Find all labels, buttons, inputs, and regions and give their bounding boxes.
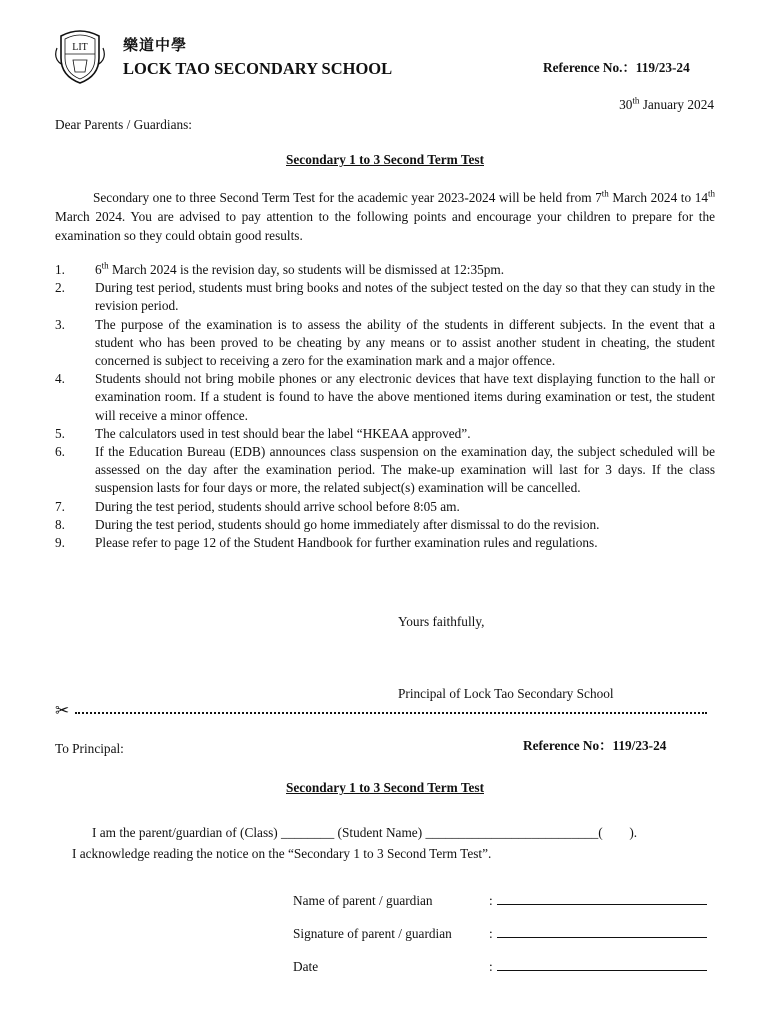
list-item: 5. The calculators used in test should bear the label “HKEAA approved”. xyxy=(55,425,471,441)
list-item: 7. During the test period, students should arrive school before 8:05 am. xyxy=(55,498,460,514)
greeting: Dear Parents / Guardians: xyxy=(55,117,192,132)
list-item: 3. The purpose of the examination is to assess the ability of the students in different subjects. In the event that a student who has been proved to be cheating by any means or to assist another student in cheating, the student concerned is subject to receiving a zero for the examination mark and a major offence. xyxy=(55,316,715,369)
field-label: Date xyxy=(293,959,319,974)
blank-line[interactable] xyxy=(497,926,707,938)
blank-line[interactable] xyxy=(497,959,707,971)
parent-signature-field[interactable]: Signature of parent / guardian : xyxy=(293,926,707,942)
list-item: 1. 6th March 2024 is the revision day, so students will be dismissed at 12:35pm. xyxy=(55,260,505,277)
list-item: 6. If the Education Bureau (EDB) announces class suspension on the examination day, the subject scheduled will be assessed on the day after the examination period. The make-up examination will last for 3 days. If the class suspension lasts for four days or more, the related subject(s) examination will be cancelled. xyxy=(55,444,715,496)
parent-name-field[interactable]: Name of parent / guardian : xyxy=(293,893,707,909)
closing-salutation: Yours faithfully, xyxy=(398,614,485,629)
letter-date: 30th January 2024 xyxy=(619,95,714,112)
school-name-english: LOCK TAO SECONDARY SCHOOL xyxy=(123,59,393,78)
intro-paragraph: Secondary one to three Second Term Test for the academic year 2023-2024 will be held from 7th March 2024 to 14th March 2024. You are advised to pay attention to the following points and encourage your children to prepare for the examination so they could obtain good results. xyxy=(55,188,716,243)
list-item: 4. Students should not bring mobile phones or any electronic devices that have text displaying function to the hall or examination room. If a student is found to have the above mentioned items during examination or test, the student will receive a minor offence. xyxy=(55,371,715,423)
date-field[interactable]: Date : xyxy=(293,959,707,975)
notice-points-list xyxy=(55,261,715,552)
blank-line[interactable] xyxy=(497,893,707,905)
field-label: Name of parent / guardian xyxy=(293,893,433,908)
dotted-line xyxy=(75,712,707,714)
list-item: 8. During the test period, students should go home immediately after dismissal to do the revision. xyxy=(55,516,600,532)
cut-line-divider xyxy=(55,701,707,721)
reply-slip-title: Secondary 1 to 3 Second Term Test xyxy=(286,780,484,795)
field-label: Signature of parent / guardian xyxy=(293,926,452,941)
reply-addressee: To Principal: xyxy=(55,741,124,756)
reply-reference-number: Reference No：119/23-24 xyxy=(523,738,667,753)
list-item: 9. Please refer to page 12 of the Student Handbook for further examination rules and regulations. xyxy=(55,535,598,551)
acknowledgement-line-2: I acknowledge reading the notice on the “Secondary 1 to 3 Second Term Test”. xyxy=(72,846,492,861)
notice-title: Secondary 1 to 3 Second Term Test xyxy=(286,152,484,167)
scissors-icon: ✂ xyxy=(55,701,70,721)
logo-lettering: LIT xyxy=(72,42,88,53)
list-item: 2. During test period, students must bring books and notes of the subject tested on the day so that they can study in the revision period. xyxy=(55,280,715,314)
reference-number: Reference No.：119/23-24 xyxy=(543,60,690,75)
acknowledgement-line-1: I am the parent/guardian of (Class) ________ (Student Name) __________________________( ). xyxy=(92,825,638,840)
school-name-chinese: 樂道中學 xyxy=(123,36,188,54)
signatory-title: Principal of Lock Tao Secondary School xyxy=(398,686,614,701)
school-crest-logo xyxy=(55,28,105,84)
